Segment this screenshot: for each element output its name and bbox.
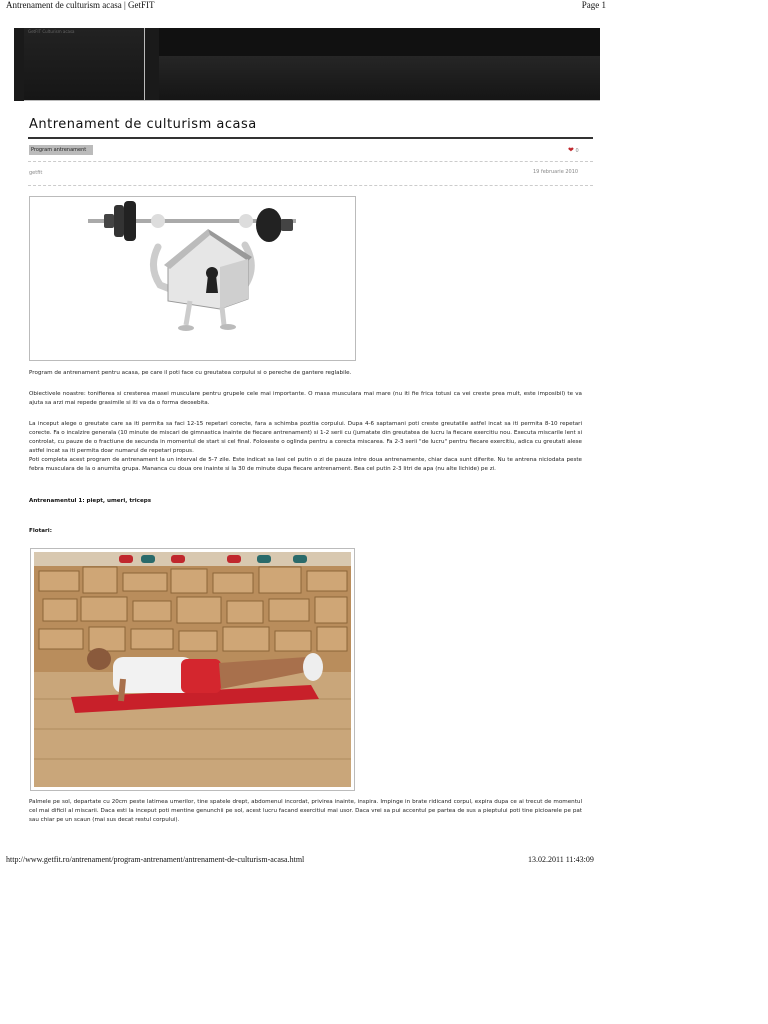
meta-divider-top — [28, 161, 593, 162]
print-header-title: Antrenament de culturism acasa | GetFIT — [6, 0, 155, 10]
post-date: 19 februarie 2010 — [533, 169, 579, 175]
meta-divider-bottom — [28, 185, 593, 186]
title-divider — [28, 137, 593, 139]
header-strip — [159, 28, 600, 56]
site-header — [14, 28, 600, 101]
header-divider — [24, 100, 600, 101]
paragraph-intro: Program de antrenament pentru acasa, pe care il poti face cu greutatea corpului si o pereche de gantere reglabile. — [29, 370, 352, 376]
heart-icon: ❤ — [568, 146, 574, 154]
exercise-heading: Flotari: — [29, 528, 52, 534]
likes-count: 0 — [575, 148, 579, 154]
print-footer-url: http://www.getfit.ro/antrenament/program-antrenament/antrenament-de-culturism-acasa.html — [6, 855, 305, 864]
article-title: Antrenament de culturism acasa — [29, 117, 257, 132]
print-footer-datetime: 13.02.2011 11:43:09 — [528, 855, 594, 864]
likes-counter[interactable] — [568, 146, 579, 154]
print-page-number: Page 1 — [581, 0, 606, 10]
paragraph-pushup-instructions: Palmele pe sol, departate cu 20cm peste latimea umerilor, tine spatele drept, abdomenul incordat, privirea inainte, inspira. Impinge in brate ridicand corpul, expira dupa ce ai trecut de momentul cel mai dificil al miscarii. Daca esti la inceput poti mentine genunchii pe sol, acest lucru facand exercitiul mai usor. Daca vrei sa pui accentul pe partea de sus a pieptului poti tine picioarele pe pat sau chiar pe un scaun (mai sus decat restul corpului). — [29, 799, 582, 823]
illustration-house-lifting-barbell — [29, 196, 356, 361]
photo-pushup-exercise — [30, 548, 355, 791]
section-heading: Antrenamentul 1: piept, umeri, triceps — [29, 498, 152, 504]
paragraph-objectives: Obiectivele noastre: tonifierea si cresterea masei musculare pentru grupele cele mai importante. O masa musculara mai mare (nu iti fie frica totusi ca vei creste prea mult, este imposibil) te va ajuta sa arzi mai repede grasimile si iti va da o forma deosebita. — [29, 391, 582, 406]
site-nav[interactable]: GetFIT Culturism acasa — [28, 29, 75, 34]
paragraph-instructions: La inceput alege o greutate care sa iti permita sa faci 12-15 repetari corecte, fara a schimba pozitia corpului. Dupa 4-6 saptamani poti creste greutatile astfel incat sa iti permita 8-10 repetari corecte. Fa o incalzire generala (10 minute de miscari de gimnastica inainte de fiecare antrenament) si 1-2 serii cu (jumatate din greutatea de lucru la fiecare exercitiu nou. Executa miscarile lent si controlat, cu pauze de o fractiune de secunda in momentul de start si cel final. Foloseste o oglinda pentru a corecta miscarea. Fa 2-3 serii "de lucru" pentru fiecare exercitiu, adica cu greutati alese astfel incat sa iti permita doar numarul de repetari propus. Poti completa acest program de antrenament la un interval de 5-7 zile. Este indicat sa lasi cel putin o zi de pauza intre doua antrenamente, chiar daca sunt diferite. Nu te antrena niciodata peste febra musculara de la o anumita grupa. Mananca cu doua ore inainte si la 30 de minute dupa fiecare antrenament. Bea cel putin 2-3 litri de apa (nu alte lichide) pe zi. — [29, 421, 582, 472]
site-logo-area[interactable] — [24, 28, 145, 100]
header-banner — [159, 56, 600, 100]
author-name[interactable]: getfit — [29, 170, 43, 176]
category-tag[interactable]: Program antrenament — [29, 145, 93, 155]
